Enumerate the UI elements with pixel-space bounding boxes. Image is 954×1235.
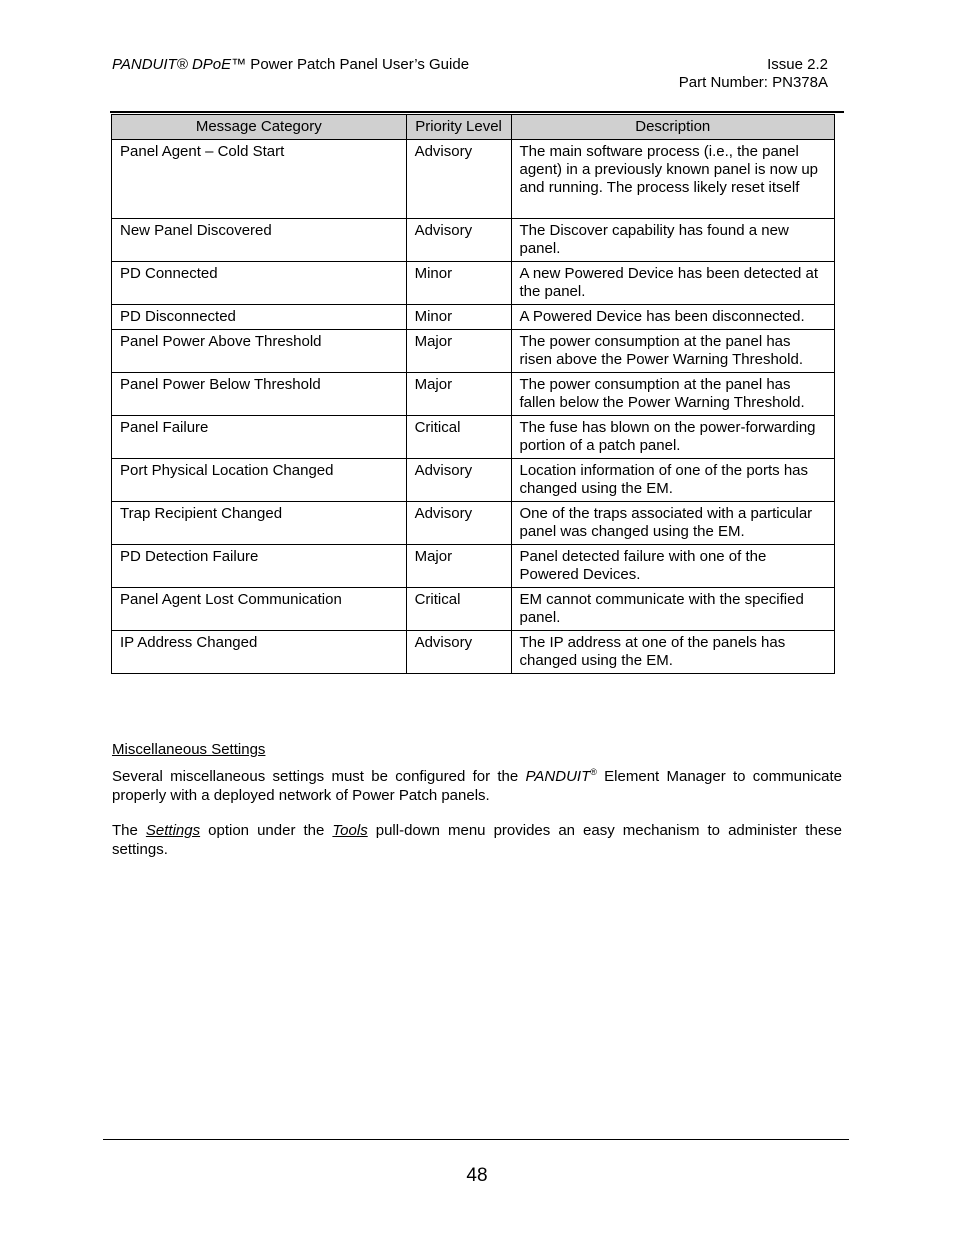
table-row (112, 305, 835, 330)
cell-category: Panel Agent – Cold Start (112, 140, 407, 219)
table-row (112, 330, 835, 373)
paragraph-settings-menu (112, 821, 842, 859)
table-row (112, 416, 835, 459)
running-header-title (112, 56, 469, 74)
paragraph-settings-intro (112, 767, 842, 805)
table-row (112, 262, 835, 305)
cell-description: The power consumption at the panel has fallen below the Power Warning Threshold. (511, 373, 835, 416)
table-row (112, 502, 835, 545)
cell-description: EM cannot communicate with the specified panel. (511, 588, 835, 631)
p1-text-a: Several miscellaneous settings must be configured for the (112, 768, 526, 785)
p2-text-c: pull-down menu provides an easy mechanism to administer these settings. (112, 822, 843, 858)
cell-category: Panel Power Below Threshold (112, 373, 407, 416)
cell-description: The main software process (i.e., the panel agent) in a previously known panel is now up and running. The process likely reset itself (511, 140, 835, 219)
page-number: 48 (466, 1165, 488, 1186)
cell-description: The fuse has blown on the power-forwarding portion of a patch panel. (511, 416, 835, 459)
cell-category: Panel Agent Lost Communication (112, 588, 407, 631)
cell-description: The power consumption at the panel has risen above the Power Warning Threshold. (511, 330, 835, 373)
cell-category: Port Physical Location Changed (112, 459, 407, 502)
header-part-number: Part Number: PN378A (678, 74, 828, 91)
p2-text-a: The (112, 822, 146, 839)
section-heading: Miscellaneous Settings (112, 741, 266, 758)
cell-priority: Critical (406, 588, 511, 631)
cell-description: Location information of one of the ports has changed using the EM. (511, 459, 835, 502)
message-category-table (111, 114, 835, 674)
cell-priority: Advisory (406, 219, 511, 262)
cell-priority: Major (406, 330, 511, 373)
running-header-meta (679, 56, 828, 92)
cell-category: PD Detection Failure (112, 545, 407, 588)
column-header-priority: Priority Level (406, 115, 511, 140)
cell-priority: Minor (406, 305, 511, 330)
settings-menu-reference: Settings (145, 822, 201, 839)
cell-priority: Advisory (406, 502, 511, 545)
table-row (112, 631, 835, 674)
column-header-category: Message Category (112, 115, 407, 140)
header-issue: Issue 2.2 (767, 56, 828, 73)
header-brand: PANDUIT® DPoE™ (112, 56, 247, 73)
cell-priority: Major (406, 545, 511, 588)
cell-description: Panel detected failure with one of the Powered Devices. (511, 545, 835, 588)
cell-priority: Major (406, 373, 511, 416)
table-row (112, 545, 835, 588)
table-row (112, 219, 835, 262)
cell-description: One of the traps associated with a particular panel was changed using the EM. (511, 502, 835, 545)
cell-category: New Panel Discovered (112, 219, 407, 262)
p1-text-b: Element Manager to communicate properly with a deployed network of Power Patch panels. (112, 768, 842, 804)
cell-description: A Powered Device has been disconnected. (511, 305, 835, 330)
tools-menu-reference: Tools (332, 822, 368, 839)
p2-text-b: option under the (200, 822, 333, 839)
cell-category: IP Address Changed (112, 631, 407, 674)
cell-priority: Critical (406, 416, 511, 459)
registered-mark: ® (590, 767, 597, 777)
table-row (112, 140, 835, 219)
cell-category: PD Connected (112, 262, 407, 305)
header-rule (110, 111, 844, 113)
p1-brand: PANDUIT (525, 768, 591, 785)
cell-description: The Discover capability has found a new panel. (511, 219, 835, 262)
cell-category: Trap Recipient Changed (112, 502, 407, 545)
cell-category: PD Disconnected (112, 305, 407, 330)
cell-description: The IP address at one of the panels has changed using the EM. (511, 631, 835, 674)
cell-priority: Advisory (406, 631, 511, 674)
table-header-row (112, 115, 835, 140)
cell-priority: Advisory (406, 140, 511, 219)
cell-description: A new Powered Device has been detected at the panel. (511, 262, 835, 305)
cell-priority: Advisory (406, 459, 511, 502)
table-row (112, 373, 835, 416)
footer-rule (103, 1139, 849, 1140)
column-header-description: Description (511, 115, 835, 140)
table-row (112, 459, 835, 502)
cell-priority: Minor (406, 262, 511, 305)
header-title-text: Power Patch Panel User’s Guide (246, 56, 470, 73)
cell-category: Panel Failure (112, 416, 407, 459)
cell-category: Panel Power Above Threshold (112, 330, 407, 373)
table-row (112, 588, 835, 631)
